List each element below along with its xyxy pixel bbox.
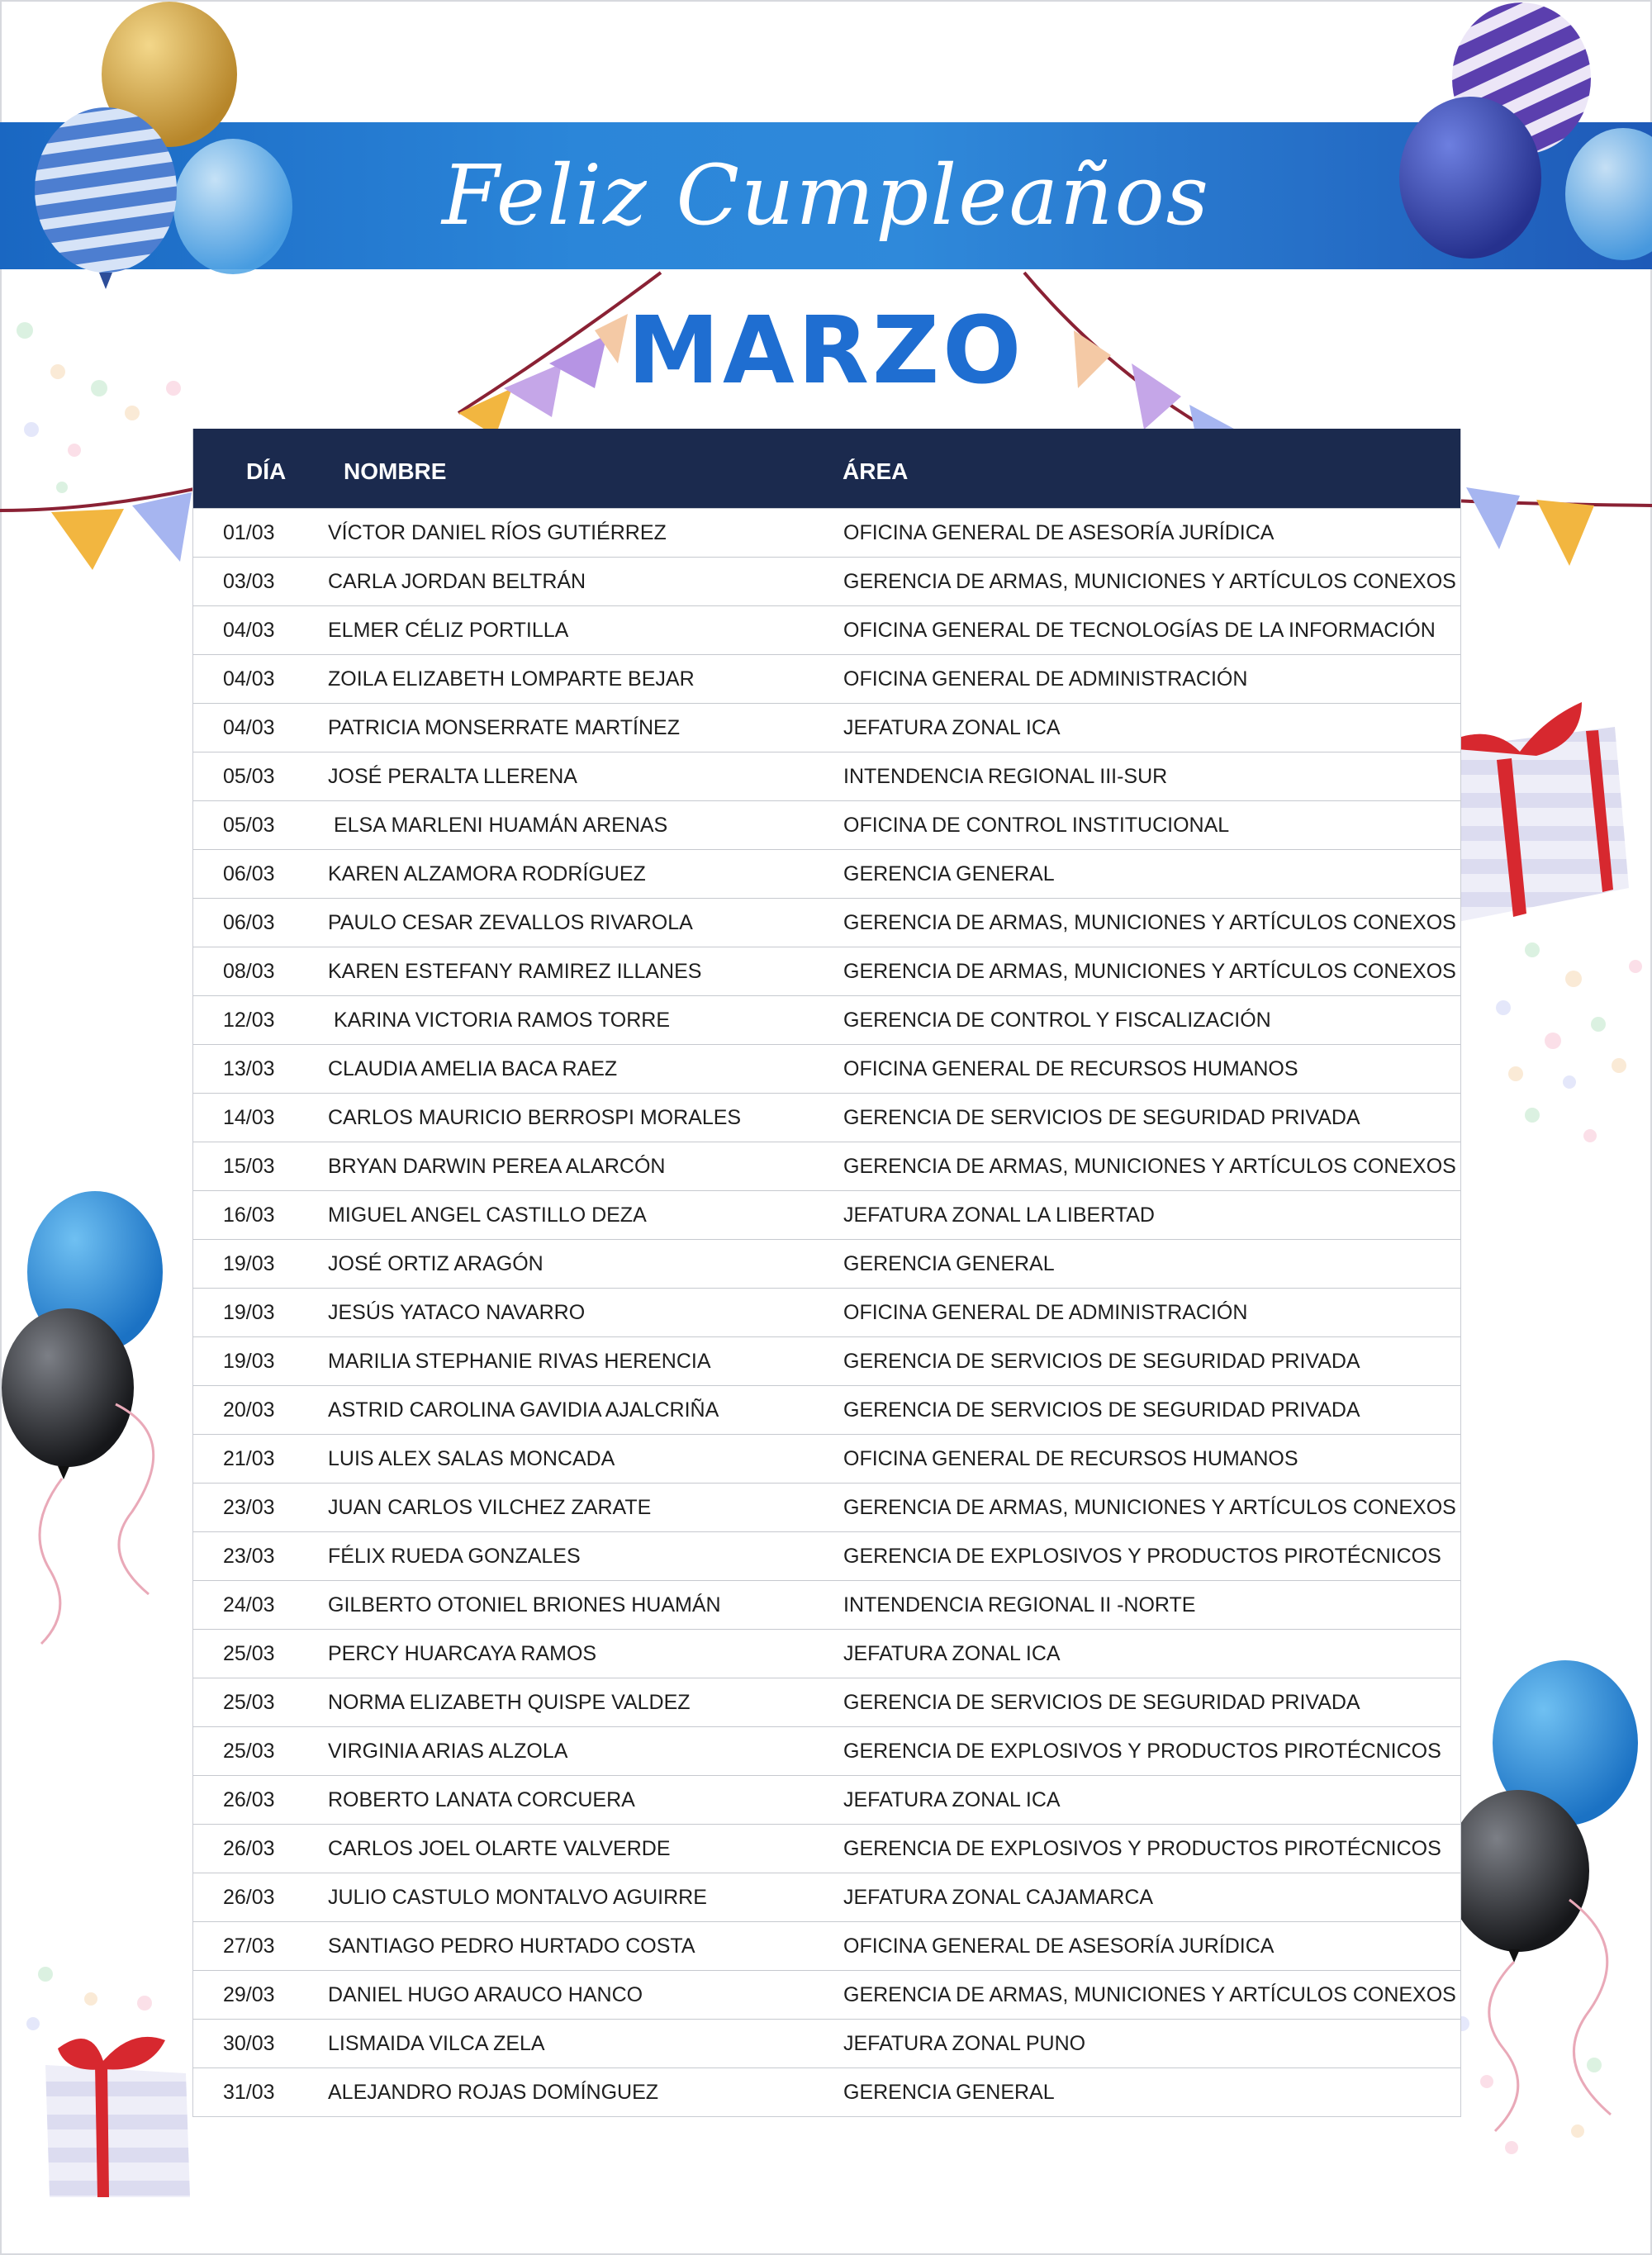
cell-nombre: CARLOS JOEL OLARTE VALVERDE [328,1837,671,1860]
cell-area: GERENCIA DE SERVICIOS DE SEGURIDAD PRIVADA [843,1398,1360,1422]
cell-dia: 25/03 [223,1642,275,1665]
balloons-right-icon [1447,1660,1638,2131]
cell-nombre: BRYAN DARWIN PEREA ALARCÓN [328,1155,666,1178]
cell-area: GERENCIA DE ARMAS, MUNICIONES Y ARTÍCULOS CONEXOS [843,1155,1456,1178]
cell-nombre: ASTRID CAROLINA GAVIDIA AJALCRIÑA [328,1398,719,1422]
cell-dia: 19/03 [223,1350,275,1373]
cell-dia: 06/03 [223,862,275,885]
cell-area: JEFATURA ZONAL ICA [843,1788,1061,1811]
cell-area: OFICINA GENERAL DE RECURSOS HUMANOS [843,1447,1298,1470]
cell-dia: 04/03 [223,716,275,739]
cell-area: GERENCIA GENERAL [843,1252,1055,1275]
cell-dia: 26/03 [223,1837,275,1860]
cell-nombre: VÍCTOR DANIEL RÍOS GUTIÉRREZ [328,521,667,544]
cell-area: GERENCIA DE SERVICIOS DE SEGURIDAD PRIVADA [843,1106,1360,1129]
cell-nombre: JULIO CASTULO MONTALVO AGUIRRE [328,1886,707,1909]
table-header [193,429,1460,508]
cell-area: JEFATURA ZONAL ICA [843,1642,1061,1665]
table-row [193,800,1460,849]
cell-area: GERENCIA DE ARMAS, MUNICIONES Y ARTÍCULOS CONEXOS [843,911,1456,934]
table-body [193,508,1460,2116]
cell-nombre: SANTIAGO PEDRO HURTADO COSTA [328,1935,695,1958]
cell-dia: 27/03 [223,1935,275,1958]
cell-dia: 14/03 [223,1106,275,1129]
cell-area: OFICINA GENERAL DE RECURSOS HUMANOS [843,1057,1298,1080]
cell-nombre: CARLA JORDAN BELTRÁN [328,570,586,593]
cell-dia: 13/03 [223,1057,275,1080]
cell-dia: 03/03 [223,570,275,593]
table-row [193,1726,1460,1775]
cell-nombre: MARILIA STEPHANIE RIVAS HERENCIA [328,1350,711,1373]
balloons-top-left-icon [35,2,292,289]
cell-nombre: MIGUEL ANGEL CASTILLO DEZA [328,1203,647,1227]
table-row [193,1434,1460,1483]
table-row [193,1629,1460,1678]
cell-area: INTENDENCIA REGIONAL III-SUR [843,765,1168,788]
cell-nombre: DANIEL HUGO ARAUCO HANCO [328,1983,643,2006]
cell-dia: 26/03 [223,1886,275,1909]
table-row [193,2019,1460,2067]
table-row [193,1678,1460,1726]
cell-area: GERENCIA DE SERVICIOS DE SEGURIDAD PRIVADA [843,1691,1360,1714]
cell-area: GERENCIA DE EXPLOSIVOS Y PRODUCTOS PIROTÉCNICOS [843,1545,1441,1568]
cell-dia: 25/03 [223,1740,275,1763]
header-dia: DÍA [246,458,287,484]
cell-nombre: PATRICIA MONSERRATE MARTÍNEZ [328,716,680,739]
cell-dia: 19/03 [223,1301,275,1324]
cell-dia: 04/03 [223,619,275,642]
table-row [193,1970,1460,2019]
gift-box-left-icon [45,2037,190,2197]
table-row [193,947,1460,995]
cell-nombre: LUIS ALEX SALAS MONCADA [328,1447,615,1470]
table-row [193,1239,1460,1288]
cell-dia: 23/03 [223,1496,275,1519]
cell-nombre: JESÚS YATACO NAVARRO [328,1301,586,1324]
cell-nombre: LISMAIDA VILCA ZELA [328,2032,545,2055]
cell-nombre: ELMER CÉLIZ PORTILLA [328,619,569,642]
cell-dia: 29/03 [223,1983,275,2006]
cell-dia: 30/03 [223,2032,275,2055]
table-row [193,995,1460,1044]
cell-area: OFICINA GENERAL DE ASESORÍA JURÍDICA [843,521,1275,544]
cell-dia: 05/03 [223,765,275,788]
cell-nombre: GILBERTO OTONIEL BRIONES HUAMÁN [328,1593,721,1616]
table-row [193,703,1460,752]
cell-nombre: VIRGINIA ARIAS ALZOLA [328,1740,568,1763]
table-row [193,849,1460,898]
table-row [193,1483,1460,1531]
table-row [193,654,1460,703]
cell-nombre: KARINA VICTORIA RAMOS TORRE [328,1009,670,1032]
table-row [193,1873,1460,1921]
cell-dia: 19/03 [223,1252,275,1275]
cell-nombre: ELSA MARLENI HUAMÁN ARENAS [328,814,668,837]
cell-area: GERENCIA DE EXPLOSIVOS Y PRODUCTOS PIROTÉCNICOS [843,1837,1441,1860]
cell-nombre: JOSÉ PERALTA LLERENA [328,765,577,788]
table-row [193,752,1460,800]
cell-nombre: PERCY HUARCAYA RAMOS [328,1642,597,1665]
cell-area: INTENDENCIA REGIONAL II -NORTE [843,1593,1196,1616]
cell-nombre: ALEJANDRO ROJAS DOMÍNGUEZ [328,2081,659,2104]
month-title: MARZO [627,297,1025,405]
cell-area: GERENCIA DE EXPLOSIVOS Y PRODUCTOS PIROTÉCNICOS [843,1740,1441,1763]
table-row [193,557,1460,605]
cell-nombre: PAULO CESAR ZEVALLOS RIVAROLA [328,911,693,934]
cell-area: GERENCIA DE ARMAS, MUNICIONES Y ARTÍCULOS CONEXOS [843,1496,1456,1519]
birthday-table [192,429,1461,2117]
cell-area: OFICINA GENERAL DE ADMINISTRACIÓN [843,1301,1248,1324]
cell-nombre: FÉLIX RUEDA GONZALES [328,1545,581,1568]
cell-dia: 23/03 [223,1545,275,1568]
table-row [193,1093,1460,1142]
cell-area: OFICINA GENERAL DE ASESORÍA JURÍDICA [843,1935,1275,1958]
cell-dia: 20/03 [223,1398,275,1422]
cell-area: GERENCIA GENERAL [843,2081,1055,2104]
cell-area: JEFATURA ZONAL CAJAMARCA [843,1886,1154,1909]
cell-nombre: CLAUDIA AMELIA BACA RAEZ [328,1057,618,1080]
cell-nombre: ZOILA ELIZABETH LOMPARTE BEJAR [328,667,695,691]
cell-area: OFICINA GENERAL DE ADMINISTRACIÓN [843,667,1248,691]
cell-nombre: JUAN CARLOS VILCHEZ ZARATE [328,1496,652,1519]
table-row [193,1531,1460,1580]
cell-dia: 06/03 [223,911,275,934]
table-row [193,1288,1460,1336]
cell-dia: 31/03 [223,2081,275,2104]
table-row [193,1775,1460,1824]
table-row [193,1336,1460,1385]
table-row [193,1190,1460,1239]
cell-dia: 01/03 [223,521,275,544]
cell-nombre: ROBERTO LANATA CORCUERA [328,1788,635,1811]
cell-area: OFICINA GENERAL DE TECNOLOGÍAS DE LA INFORMACIÓN [843,619,1436,642]
cell-area: GERENCIA GENERAL [843,862,1055,885]
table-row [193,605,1460,654]
table-row [193,508,1460,557]
cell-nombre: KAREN ALZAMORA RODRÍGUEZ [328,862,646,885]
table-row [193,898,1460,947]
table-row [193,1385,1460,1434]
cell-dia: 25/03 [223,1691,275,1714]
bunting-left-icon [0,489,194,570]
cell-dia: 08/03 [223,960,275,983]
header-area: ÁREA [843,458,909,484]
cell-nombre: CARLOS MAURICIO BERROSPI MORALES [328,1106,742,1129]
balloons-top-right-icon [1399,2,1652,260]
cell-area: GERENCIA DE ARMAS, MUNICIONES Y ARTÍCULOS CONEXOS [843,960,1456,983]
cell-dia: 15/03 [223,1155,275,1178]
cell-dia: 21/03 [223,1447,275,1470]
cell-area: GERENCIA DE ARMAS, MUNICIONES Y ARTÍCULOS CONEXOS [843,570,1456,593]
cell-dia: 05/03 [223,814,275,837]
header-nombre: NOMBRE [344,458,447,484]
cell-nombre: NORMA ELIZABETH QUISPE VALDEZ [328,1691,691,1714]
cell-dia: 26/03 [223,1788,275,1811]
cell-area: GERENCIA DE SERVICIOS DE SEGURIDAD PRIVADA [843,1350,1360,1373]
table-row [193,1142,1460,1190]
cell-area: GERENCIA DE CONTROL Y FISCALIZACIÓN [843,1009,1271,1032]
table-row [193,2067,1460,2116]
cell-area: GERENCIA DE ARMAS, MUNICIONES Y ARTÍCULOS CONEXOS [843,1983,1456,2006]
table-row [193,1921,1460,1970]
cell-nombre: JOSÉ ORTIZ ARAGÓN [328,1252,544,1275]
cell-dia: 24/03 [223,1593,275,1616]
banner-title: Feliz Cumpleaños [442,147,1210,244]
table-row [193,1044,1460,1093]
cell-dia: 16/03 [223,1203,275,1227]
cell-area: OFICINA DE CONTROL INSTITUCIONAL [843,814,1230,837]
cell-area: JEFATURA ZONAL LA LIBERTAD [843,1203,1155,1227]
cell-dia: 12/03 [223,1009,275,1032]
table-row [193,1824,1460,1873]
cell-area: JEFATURA ZONAL PUNO [843,2032,1086,2055]
table-row [193,1580,1460,1629]
cell-nombre: KAREN ESTEFANY RAMIREZ ILLANES [328,960,702,983]
cell-dia: 04/03 [223,667,275,691]
balloons-left-icon [2,1191,163,1644]
cell-area: JEFATURA ZONAL ICA [843,716,1061,739]
